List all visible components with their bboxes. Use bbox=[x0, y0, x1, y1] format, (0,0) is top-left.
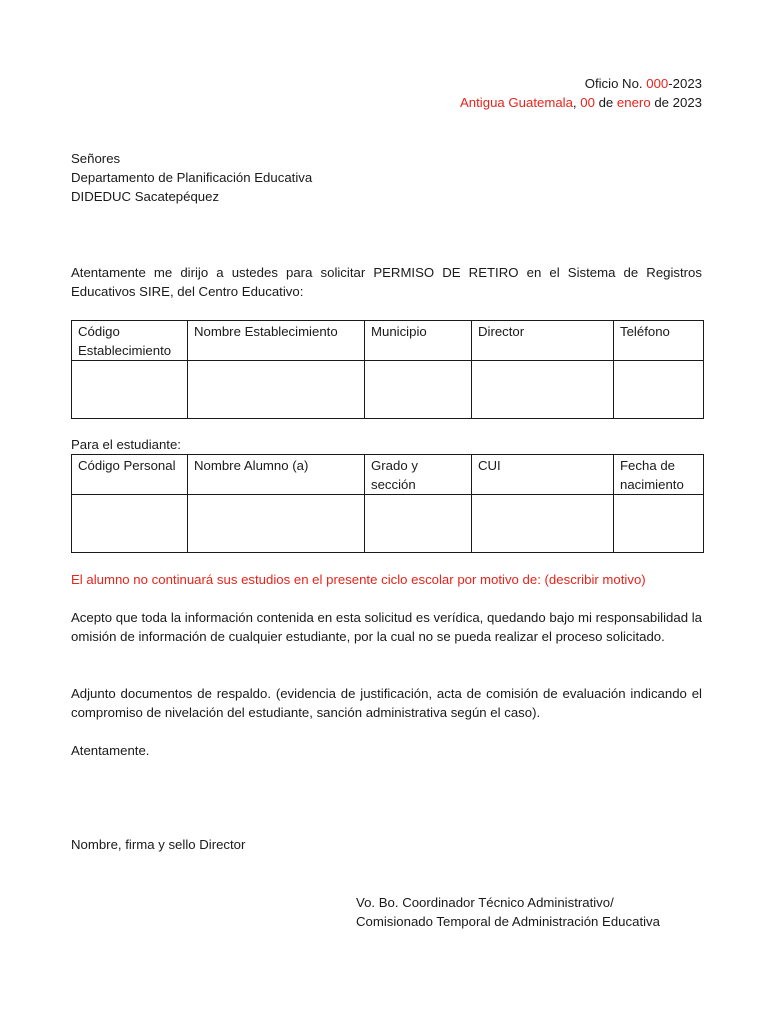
vobo-block bbox=[356, 893, 660, 931]
vobo-line-2: Comisionado Temporal de Administración Educativa bbox=[356, 914, 660, 929]
withdrawal-reason: El alumno no continuará sus estudios en el presente ciclo escolar por motivo de: (describir motivo) bbox=[71, 572, 646, 587]
table-cell[interactable] bbox=[472, 361, 614, 419]
table-cell[interactable] bbox=[365, 361, 472, 419]
recipient-salutation: Señores bbox=[71, 151, 121, 166]
estudiante-table bbox=[71, 454, 704, 553]
acceptance-paragraph: Acepto que toda la información contenida en esta solicitud es verídica, quedando bajo mi responsabilidad la omisión de información de cualquier estudiante, por la cual no se pueda realizar el proceso solicitado. bbox=[71, 610, 702, 644]
date-separator: , bbox=[572, 95, 581, 110]
table-header-row bbox=[72, 455, 704, 495]
column-header: Teléfono bbox=[614, 321, 704, 361]
column-header: Código Establecimiento bbox=[72, 321, 188, 361]
table-cell[interactable] bbox=[72, 361, 188, 419]
table-cell[interactable] bbox=[614, 361, 704, 419]
table-cell[interactable] bbox=[614, 495, 704, 553]
table-cell[interactable] bbox=[365, 495, 472, 553]
place-name: Antigua Guatemala bbox=[460, 95, 573, 110]
column-header: Grado y sección bbox=[365, 455, 472, 495]
oficio-suffix: -2023 bbox=[668, 76, 702, 91]
column-header: Director bbox=[472, 321, 614, 361]
column-header: Fecha de nacimiento bbox=[614, 455, 704, 495]
column-header: CUI bbox=[472, 455, 614, 495]
column-header: Nombre Alumno (a) bbox=[188, 455, 365, 495]
student-section-label: Para el estudiante: bbox=[71, 437, 181, 452]
director-signature-line: Nombre, firma y sello Director bbox=[71, 837, 246, 852]
table-cell[interactable] bbox=[188, 361, 365, 419]
attachments-paragraph: Adjunto documentos de respaldo. (evidencia de justificación, acta de comisión de evaluación indicando el compromiso de nivelación del estudiante, sanción administrativa según el caso). bbox=[71, 686, 702, 720]
table-cell[interactable] bbox=[188, 495, 365, 553]
column-header: Municipio bbox=[365, 321, 472, 361]
intro-paragraph: Atentamente me dirijo a ustedes para solicitar PERMISO DE RETIRO en el Sistema de Registros Educativos SIRE, del Centro Educativo: bbox=[71, 265, 702, 299]
establecimiento-table bbox=[71, 320, 704, 419]
column-header: Nombre Establecimiento bbox=[188, 321, 365, 361]
oficio-number-line bbox=[460, 74, 702, 93]
date-year: de 2023 bbox=[650, 95, 702, 110]
table-row bbox=[72, 361, 704, 419]
document-header bbox=[460, 74, 702, 112]
table-cell[interactable] bbox=[472, 495, 614, 553]
table-header-row bbox=[72, 321, 704, 361]
date-de-1: de bbox=[594, 95, 617, 110]
table-row bbox=[72, 495, 704, 553]
oficio-number: 000 bbox=[646, 76, 669, 91]
column-header: Código Personal bbox=[72, 455, 188, 495]
vobo-line-1: Vo. Bo. Coordinador Técnico Administrativo/ bbox=[356, 895, 614, 910]
recipient-office: DIDEDUC Sacatepéquez bbox=[71, 189, 220, 204]
closing-salutation: Atentamente. bbox=[71, 743, 150, 758]
date-month: enero bbox=[616, 95, 651, 110]
recipient-department: Departamento de Planificación Educativa bbox=[71, 170, 313, 185]
table-cell[interactable] bbox=[72, 495, 188, 553]
recipient-block bbox=[71, 149, 312, 206]
oficio-prefix: Oficio No. bbox=[584, 76, 647, 91]
date-day: 00 bbox=[580, 95, 595, 110]
date-line bbox=[460, 93, 702, 112]
